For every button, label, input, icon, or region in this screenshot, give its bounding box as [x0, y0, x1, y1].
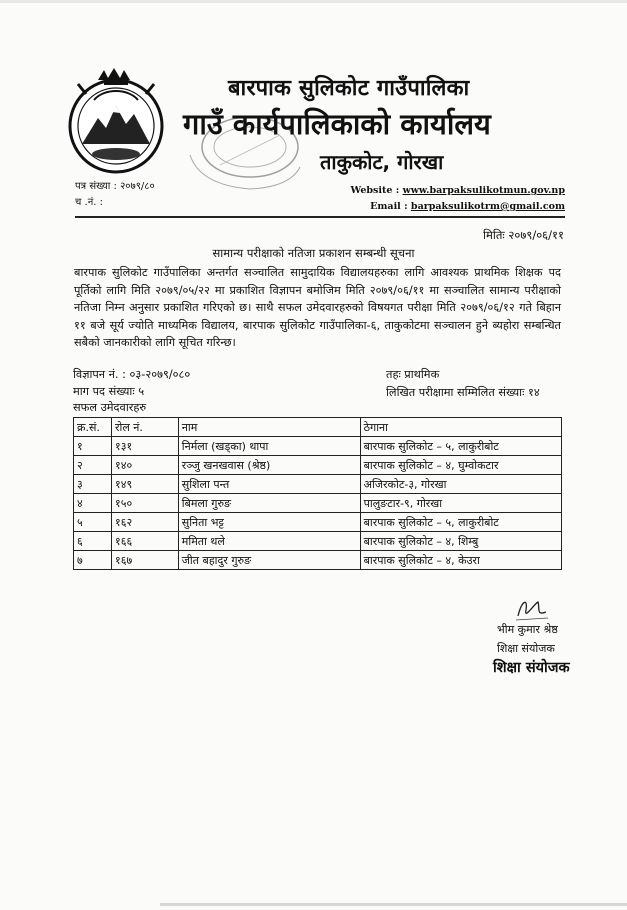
notice-subject: सामान्य परीक्षाको नतिजा प्रकाशन सम्बन्धी सूचना: [212, 246, 415, 260]
table-row: [74, 494, 562, 513]
cell-roll: १६२: [112, 513, 179, 532]
table-row: [74, 437, 562, 456]
table-row: [74, 456, 562, 475]
notice-body: बारपाक सुलिकोट गाउँपालिका अन्तर्गत सञ्चालित सामुदायिक विद्यालयहरुका लागि आवश्यक प्राथमिक शिक्षक पद पूर्तिको लागि मिति २०७९/०५/२२ मा प्रकाशित विज्ञापन बमोजिम मिति २०७९/०६/११ मा सञ्चालित सामान्य परीक्षाको नतिजा निम्न अनुसार प्रकाशित गरिएको छ। साथै सफल उमेदवारहरुको विषयगत परीक्षा मिति २०७९/०६/१२ गते बिहान ११ बजे सूर्य ज्योति माध्यमिक विद्यालय, बारपाक सुलिकोट गाउँपालिका-६, ताकुकोटमा सञ्चालन हुने ब्यहोरा सम्बन्धित सबैको जानकारीको लागि सूचित गरिन्छ।: [74, 266, 561, 350]
cell-name: बिमला गुरुङ: [178, 494, 360, 513]
contact-block: [350, 183, 565, 215]
col-name: नाम: [178, 418, 360, 437]
cell-address: बारपाक सुलिकोट – ५, लाकुरीबोट: [360, 513, 561, 532]
cell-address: पालुङटार-९, गोरखा: [360, 494, 561, 513]
cell-name: निर्मला (खड्का) थापा: [178, 437, 360, 456]
advertisement-number: विज्ञापन नं. : ०३-२०७९/०८०: [73, 368, 191, 381]
signatory-name: भीम कुमार श्रेष्ठ: [497, 623, 558, 636]
table-row: [74, 513, 562, 532]
cell-serial: ३: [74, 475, 112, 494]
col-roll: रोल नं.: [112, 418, 179, 437]
cell-roll: १६७: [112, 551, 179, 570]
cell-name: ममिता थले: [178, 532, 360, 551]
col-serial: क्र.सं.: [74, 418, 112, 437]
designation-stamp: शिक्षा संयोजक: [493, 660, 570, 676]
notice-date: मितिः २०७९/०६/११: [483, 228, 564, 242]
cell-serial: ६: [74, 532, 112, 551]
cell-address: बारपाक सुलिकोट – ४, शिम्बु: [360, 532, 561, 551]
cell-roll: १४९: [112, 475, 179, 494]
cell-serial: ५: [74, 513, 112, 532]
cell-serial: ४: [74, 494, 112, 513]
cell-name: रञ्जु खनखवास (श्रेष्ठ): [178, 456, 360, 475]
email-link[interactable]: barpaksulikotrm@gmail.com: [410, 201, 565, 212]
cell-roll: १६६: [112, 532, 179, 551]
reference-number: पत्र संख्या : २०७९/८०: [75, 181, 155, 192]
scan-edge-bottom: [160, 903, 627, 906]
vacant-posts: माग पद संख्याः ५: [73, 385, 145, 398]
cell-address: बारपाक सुलिकोट – ४, घुम्वोकटार: [360, 456, 561, 475]
cell-roll: १५०: [112, 494, 179, 513]
cell-serial: २: [74, 456, 112, 475]
table-row: [74, 551, 562, 570]
level: तहः प्राथमिक: [386, 368, 440, 381]
cell-name: जीत बहादुर गुरुङ: [178, 551, 360, 570]
email-label: Email :: [370, 201, 408, 212]
office-location: ताकुकोट, गोरखा: [320, 150, 444, 174]
cell-address: बारपाक सुलिकोट – ४, केउरा: [360, 551, 561, 570]
results-table: [73, 417, 562, 570]
exam-attendees: लिखित परीक्षामा सम्मिलित संख्याः १४: [386, 386, 540, 399]
table-row: [74, 532, 562, 551]
cell-roll: १३१: [112, 437, 179, 456]
dispatch-number: च .नं. :: [75, 197, 103, 208]
org-name: बारपाक सुलिकोट गाउँपालिका: [228, 76, 470, 101]
cell-address: अजिरकोट-३, गोरखा: [360, 475, 561, 494]
signatory-title: शिक्षा संयोजक: [497, 642, 555, 655]
handwritten-signature: [512, 594, 552, 624]
cell-roll: १४०: [112, 456, 179, 475]
table-row: [74, 475, 562, 494]
office-name: गाउँ कार्यपालिकाको कार्यालय: [183, 107, 491, 141]
website-label: Website :: [350, 185, 400, 196]
municipality-emblem-icon: [64, 66, 168, 178]
website-link[interactable]: www.barpaksulikotmun.gov.np: [402, 185, 565, 196]
scan-edge-top: [0, 0, 627, 3]
cell-name: सुशिला पन्त: [178, 475, 360, 494]
cell-name: सुनिता भट्ट: [178, 513, 360, 532]
col-address: ठेगाना: [360, 418, 561, 437]
header-divider: [75, 216, 565, 218]
cell-serial: १: [74, 437, 112, 456]
reference-block: [75, 179, 155, 211]
cell-address: बारपाक सुलिकोट – ५, लाकुरीबोट: [360, 437, 561, 456]
cell-serial: ७: [74, 551, 112, 570]
successful-candidates-heading: सफल उमेदवारहरु: [73, 401, 147, 414]
table-header-row: [74, 418, 562, 437]
